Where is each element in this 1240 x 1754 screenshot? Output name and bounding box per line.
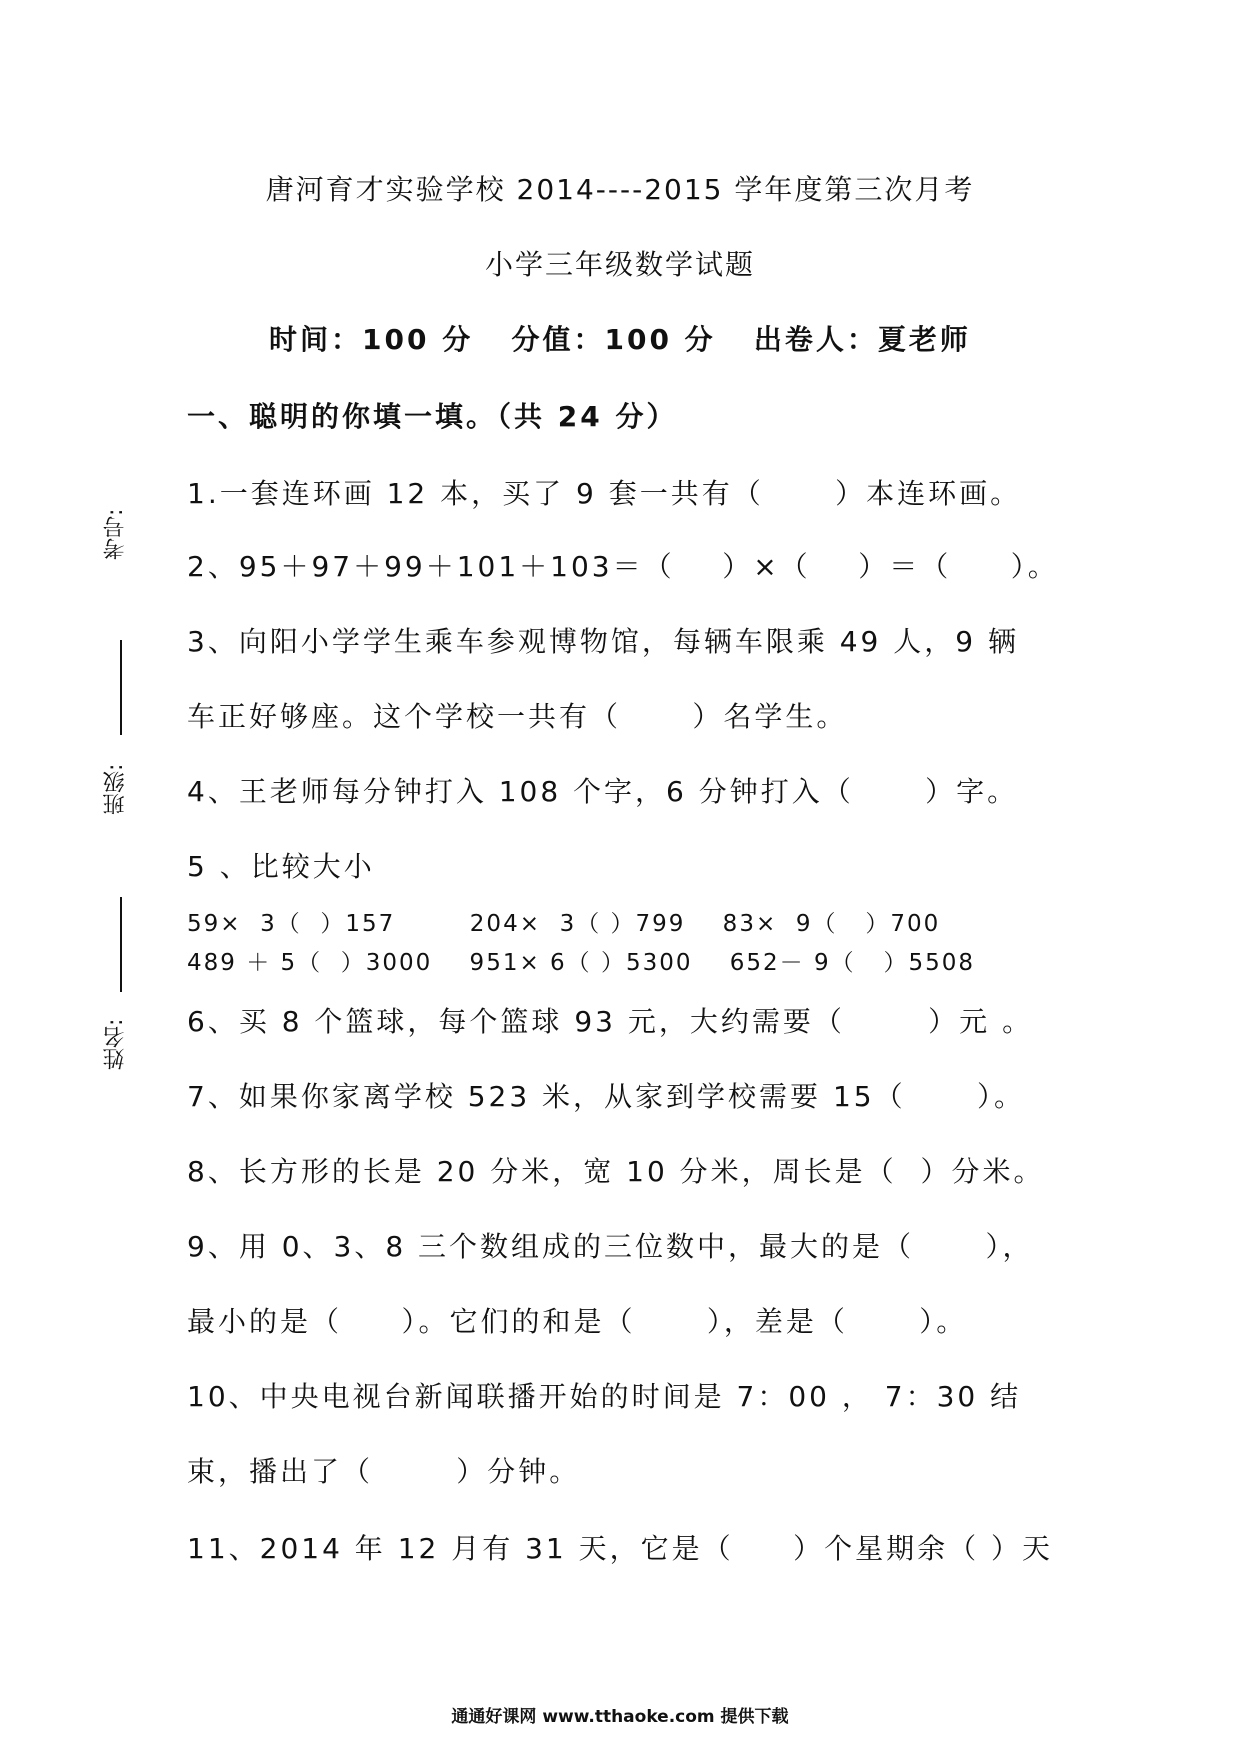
name-label: 姓名: xyxy=(103,1018,128,1070)
question-1: 1.一套连环画 12 本，买了 9 套一共有（ ）本连环画。 xyxy=(187,477,1022,510)
question-10-line-1: 10、中央电视台新闻联播开始的时间是 7：00 ， 7：30 结 xyxy=(187,1380,1022,1413)
question-10-line-2: 束，播出了（ ）分钟。 xyxy=(187,1455,581,1488)
question-11: 11、2014 年 12 月有 31 天，它是（ ）个星期余（ ）天 xyxy=(187,1532,1054,1565)
question-7: 7、如果你家离学校 523 米，从家到学校需要 15（ ）。 xyxy=(187,1080,1025,1113)
question-3-line-2: 车正好够座。这个学校一共有（ ）名学生。 xyxy=(187,700,848,733)
question-5-heading: 5 、比较大小 xyxy=(187,850,375,883)
class-label: 班级: xyxy=(103,763,128,815)
section-1-heading: 一、聪明的你填一填。（共 24 分） xyxy=(187,400,678,433)
question-3-line-1: 3、向阳小学学生乘车参观博物馆，每辆车限乘 49 人，9 辆 xyxy=(187,625,1019,658)
footer-source: 通通好课网 www.tthaoke.com 提供下载 xyxy=(451,1707,789,1727)
question-4: 4、王老师每分钟打入 108 个字，6 分钟打入（ ）字。 xyxy=(187,775,1019,808)
question-2: 2、95＋97＋99＋101＋103＝（ ）×（ ）＝（ ）。 xyxy=(187,550,1059,583)
exam-number-underline xyxy=(120,640,122,735)
exam-number-label: 考号: xyxy=(103,508,128,560)
exam-meta: 时间：100 分 分值：100 分 出卷人：夏老师 xyxy=(269,323,971,356)
class-underline xyxy=(120,897,122,992)
question-6: 6、买 8 个篮球，每个篮球 93 元，大约需要（ ）元 。 xyxy=(187,1005,1034,1038)
question-9-line-1: 9、用 0、3、8 三个数组成的三位数中，最大的是（ ）， xyxy=(187,1230,1034,1263)
question-8: 8、长方形的长是 20 分米，宽 10 分米，周长是（ ）分米。 xyxy=(187,1155,1045,1188)
question-9-line-2: 最小的是（ ）。它们的和是（ ），差是（ ）。 xyxy=(187,1305,968,1338)
compare-row-2: 489 ＋ 5（ ）3000 951× 6（ ）5300 652－ 9（ ）5508 xyxy=(187,950,976,976)
exam-subtitle: 小学三年级数学试题 xyxy=(484,248,755,281)
exam-title: 唐河育才实验学校 2014----2015 学年度第三次月考 xyxy=(265,173,975,206)
compare-row-1: 59× 3（ ）157 204× 3（ ）799 83× 9（ ）700 xyxy=(187,911,941,937)
